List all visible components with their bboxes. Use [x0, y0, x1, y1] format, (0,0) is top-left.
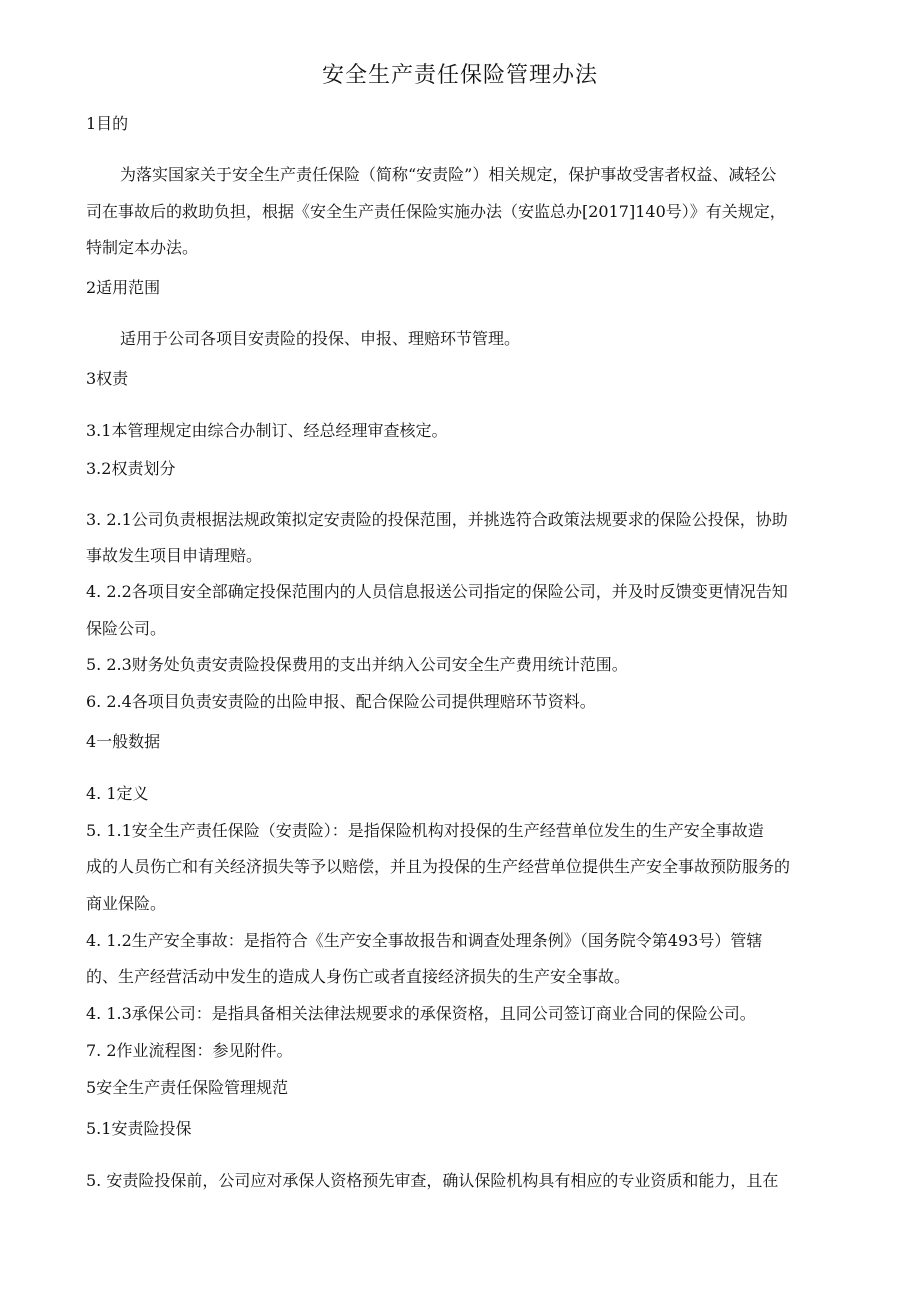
paragraph-line: 商业保险。	[86, 894, 167, 913]
paragraph-line: 5. 1.1安全生产责任保险（安责险）：是指保险机构对投保的生产经营单位发生的生产安全事故造	[86, 821, 764, 840]
section-heading-purpose: 1目的	[86, 114, 129, 133]
paragraph-line: 4. 1.2生产安全事故：是指符合《生产安全事故报告和调查处理条例》（国务院令第493号）管辖	[86, 931, 763, 950]
paragraph-line: 成的人员伤亡和有关经济损失等予以赔偿，并且为投保的生产经营单位提供生产安全事故预防服务的	[86, 857, 791, 876]
subsection-heading: 3.2权责划分	[86, 459, 176, 478]
paragraph-line: 适用于公司各项目安责险的投保、申报、理赔环节管理。	[120, 329, 521, 348]
paragraph-line: 保险公司。	[86, 619, 167, 638]
subsection-heading: 5.1安责险投保	[86, 1119, 192, 1138]
paragraph-line: 司在事故后的救助负担，根据《安全生产责任保险实施办法（安监总办[2017]140号）》有关规定，	[86, 202, 786, 221]
paragraph-line: 4. 1.3承保公司：是指具备相关法律法规要求的承保资格，且同公司签订商业合同的保险公司。	[86, 1004, 756, 1023]
paragraph-line: 为落实国家关于安全生产责任保险（简称“安责险”）相关规定，保护事故受害者权益、减轻公	[120, 165, 777, 184]
paragraph-line: 事故发生项目申请理赔。	[86, 546, 263, 565]
paragraph-line: 7. 2作业流程图：参见附件。	[86, 1041, 293, 1060]
paragraph-line: 3.1本管理规定由综合办制订、经总经理审查核定。	[86, 421, 448, 440]
paragraph-line: 特制定本办法。	[86, 238, 199, 257]
paragraph-line: 6. 2.4各项目负责安责险的出险申报、配合保险公司提供理赔环节资料。	[86, 692, 596, 711]
paragraph-line: 4. 2.2各项目安全部确定投保范围内的人员信息报送公司指定的保险公司，并及时反馈变更情况告知	[86, 582, 788, 601]
section-heading-scope: 2适用范围	[86, 278, 161, 297]
paragraph-line: 5. 安责险投保前，公司应对承保人资格预先审查，确认保险机构具有相应的专业资质和能力，且在	[86, 1171, 779, 1190]
paragraph-line: 3. 2.1公司负责根据法规政策拟定安责险的投保范围，并挑选符合政策法规要求的保险公投保，协助	[86, 510, 788, 529]
section-heading-general: 4一般数据	[86, 732, 161, 751]
document-title: 安全生产责任保险管理办法	[321, 63, 598, 88]
paragraph-line: 的、生产经营活动中发生的造成人身伤亡或者直接经济损失的生产安全事故。	[86, 967, 631, 986]
paragraph-line: 5. 2.3财务处负责安责险投保费用的支出并纳入公司安全生产费用统计范围。	[86, 655, 628, 674]
section-heading-responsibility: 3权责	[86, 369, 129, 388]
paragraph-line: 4. 1定义	[86, 784, 149, 803]
section-heading-norms: 5安全生产责任保险管理规范	[86, 1078, 289, 1097]
